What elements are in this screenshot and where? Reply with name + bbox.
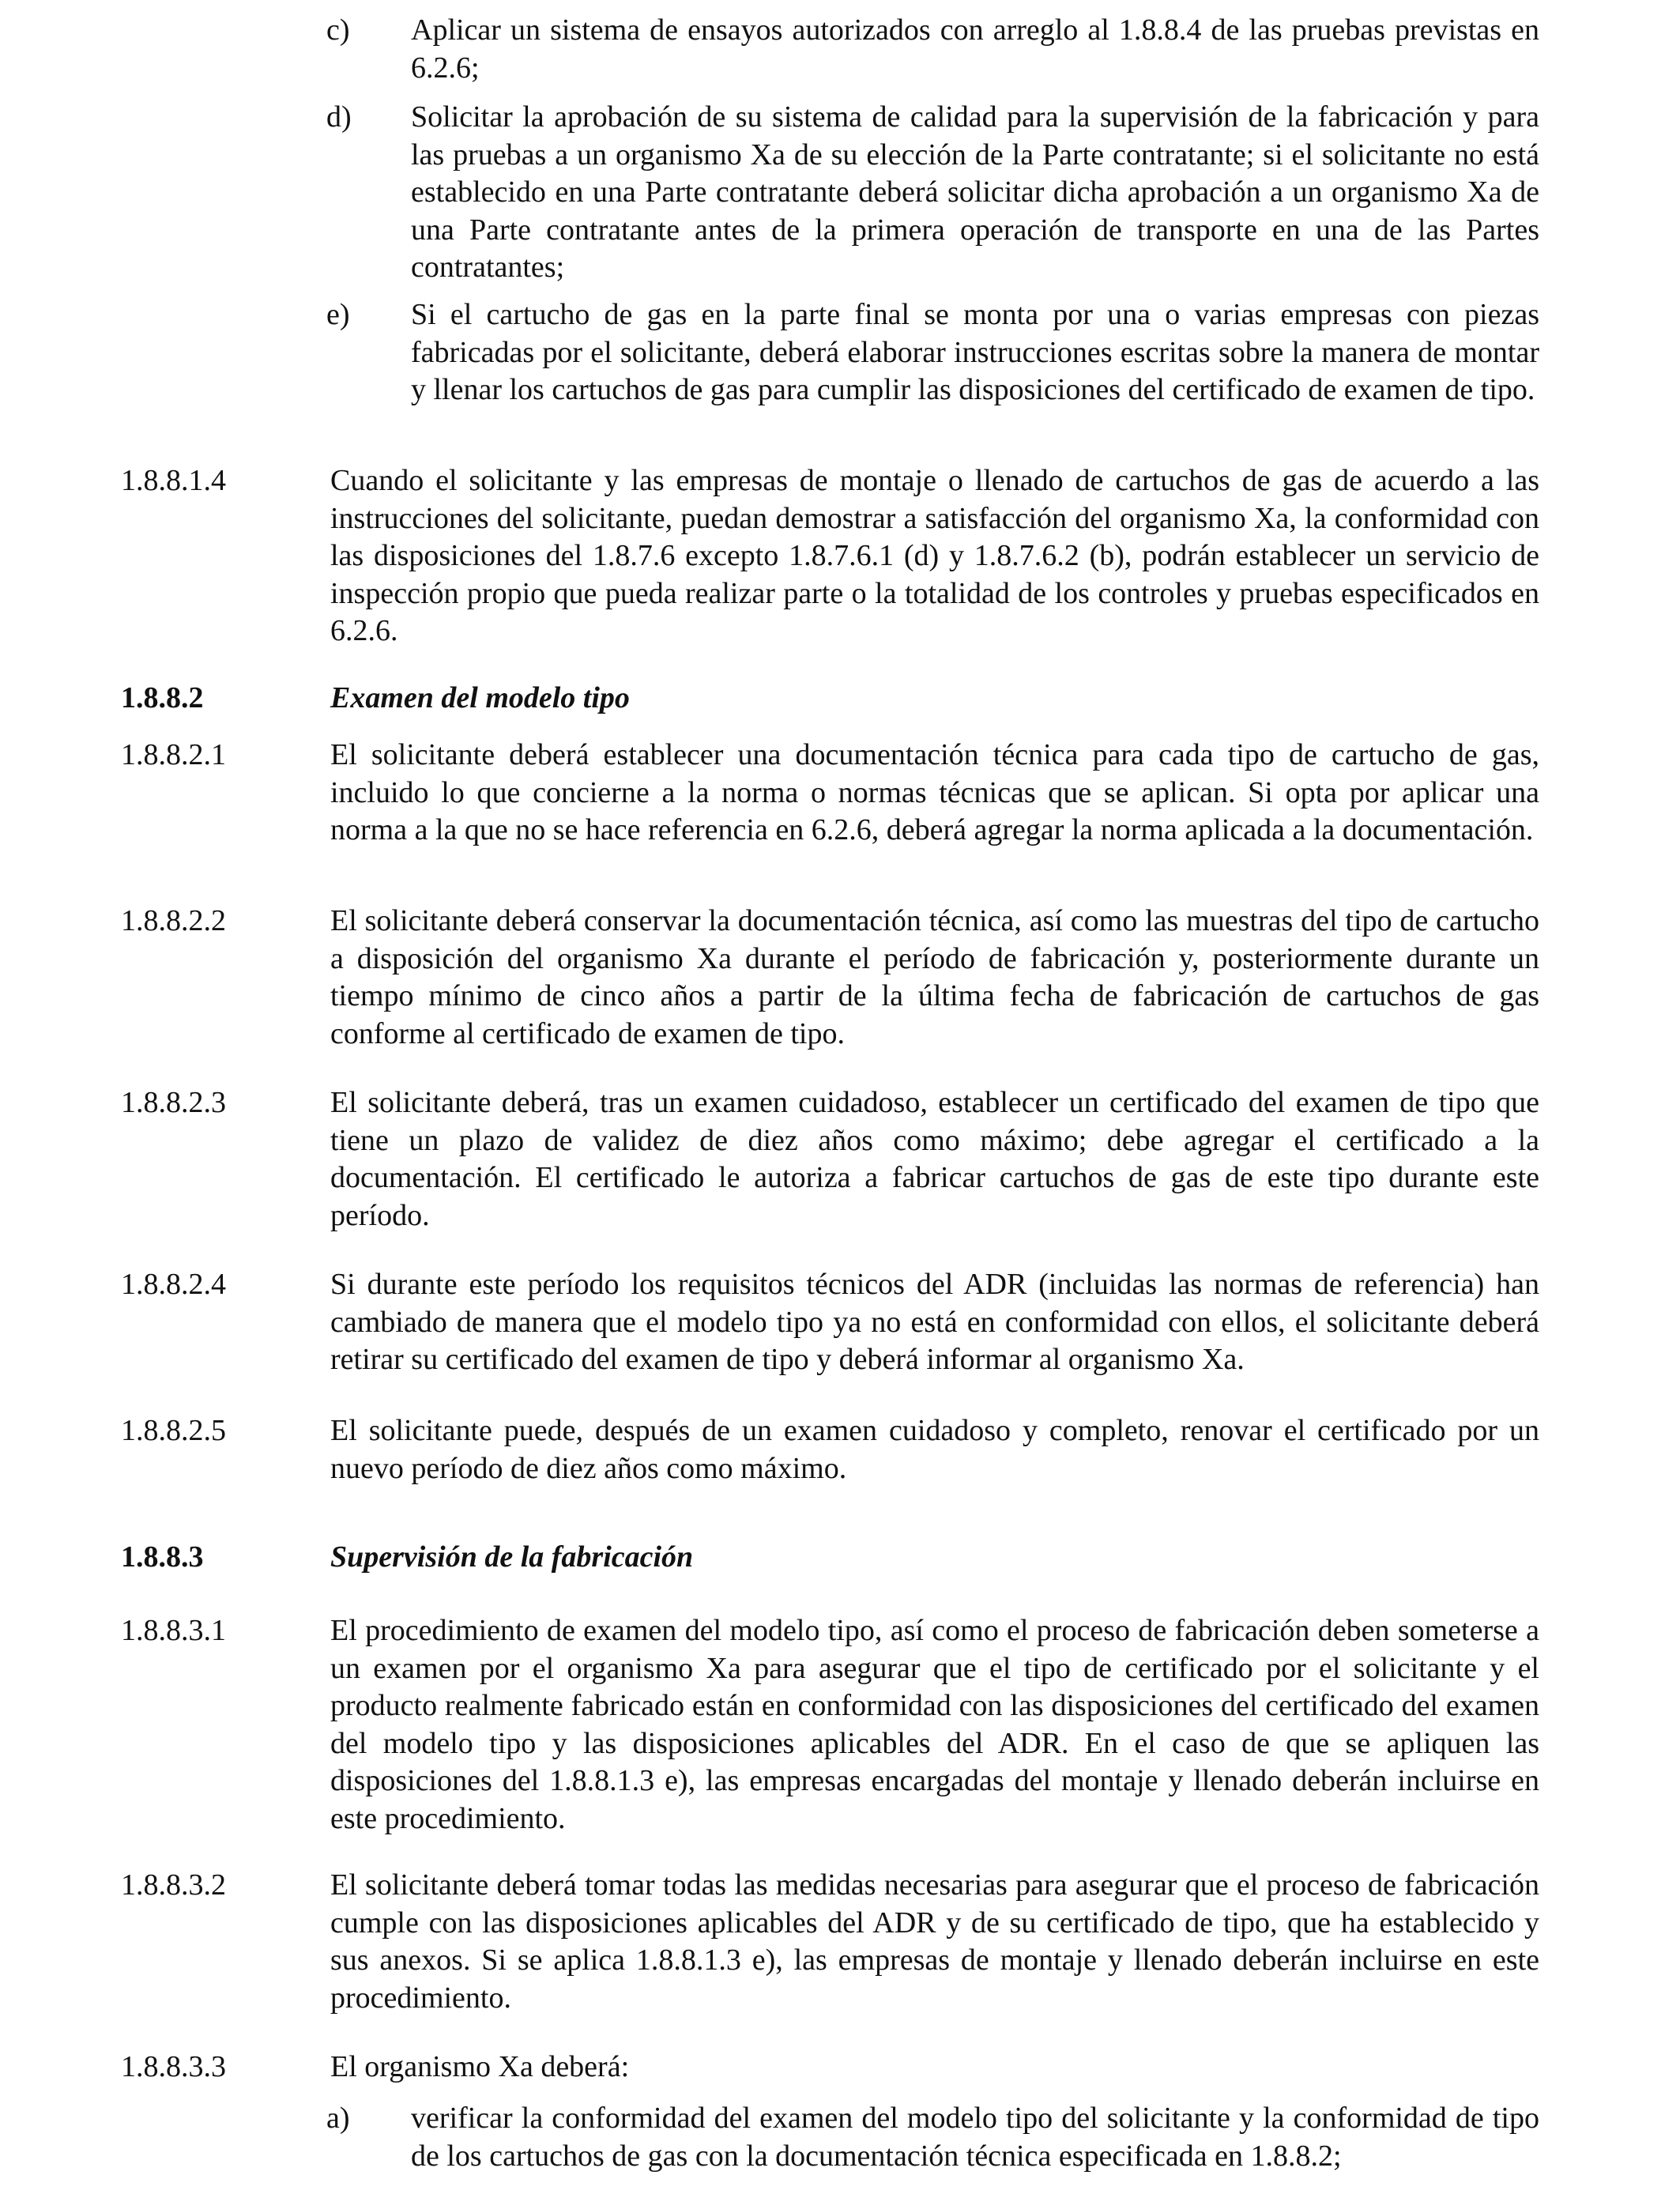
list-text: Aplicar un sistema de ensayos autorizados con arreglo al 1.8.8.4 de las pruebas previstas en 6.2.6; — [411, 13, 1539, 85]
list-item-e — [326, 296, 1539, 409]
paragraph-text: El procedimiento de examen del modelo tipo, así como el proceso de fabricación deben someterse a un examen por el organismo Xa para asegurar que el tipo de certificado por el solicitante y el producto realmente fabricado están en conformidad con las disposiciones del certificado del examen del modelo tipo y las disposiciones aplicables del ADR. En el caso de que se apliquen las disposiciones del 1.8.8.1.3 e), las empresas encargadas del montaje y llenado deberán incluirse en este procedimiento. — [330, 1614, 1539, 1835]
list-letter: c) — [326, 13, 350, 47]
list-text: verificar la conformidad del examen del modelo tipo del solicitante y la conformidad de tipo de los cartuchos de gas con la documentación técnica especificada en 1.8.8.2; — [411, 2102, 1539, 2173]
paragraph-1-8-8-2-5 — [121, 1412, 1539, 1487]
section-number: 1.8.8.3.1 — [121, 1614, 226, 1647]
list-text: Si el cartucho de gas en la parte final se monta por una o varias empresas con piezas fabricadas por el solicitante, deberá elaborar instrucciones escritas sobre la manera de montar y llenar los cartuchos de gas para cumplir las disposiciones del certificado de examen de tipo. — [411, 298, 1539, 406]
section-number: 1.8.8.2.1 — [121, 738, 226, 771]
paragraph-1-8-8-1-4 — [121, 462, 1539, 650]
paragraph-text: El solicitante deberá tomar todas las medidas necesarias para asegurar que el proceso de fabricación cumple con las disposiciones aplicables del ADR y de su certificado de tipo, que ha establecido y sus anexos. Si se aplica 1.8.8.1.3 e), las empresas de montaje y llenado deberán incluirse en este procedimiento. — [330, 1868, 1539, 2015]
paragraph-text: El solicitante puede, después de un examen cuidadoso y completo, renovar el certificado por un nuevo período de diez años como máximo. — [330, 1414, 1539, 1485]
section-number: 1.8.8.3 — [121, 1540, 204, 1574]
paragraph-1-8-8-3-2 — [121, 1867, 1539, 2017]
paragraph-text: Si durante este período los requisitos técnicos del ADR (incluidas las normas de referencia) han cambiado de manera que el modelo tipo ya no está en conformidad con ellos, el solicitante deberá retirar su certificado del examen de tipo y deberá informar al organismo Xa. — [330, 1268, 1539, 1376]
section-heading: Examen del modelo tipo — [330, 681, 630, 714]
paragraph-text: El solicitante deberá establecer una documentación técnica para cada tipo de cartucho de gas, incluido lo que concierne a la norma o normas técnicas que se aplican. Si opta por aplicar una norma a la que no se hace referencia en 6.2.6, deberá agregar la norma aplicada a la documentación. — [330, 738, 1539, 846]
section-number: 1.8.8.2 — [121, 681, 204, 714]
list-text: Solicitar la aprobación de su sistema de calidad para la supervisión de la fabricación y para las pruebas a un organismo Xa de su elección de la Parte contratante; si el solicitante no está establecido en una Parte contratante deberá solicitar dicha aprobación a un organismo Xa de una Parte contratante antes de la primera operación de transporte en una de las Partes contratantes; — [411, 100, 1539, 284]
heading-1-8-8-2 — [121, 680, 1539, 718]
list-letter: a) — [326, 2102, 350, 2135]
paragraph-text: El organismo Xa deberá: — [330, 2050, 630, 2083]
section-heading: Supervisión de la fabricación — [330, 1540, 694, 1574]
paragraph-1-8-8-2-1 — [121, 737, 1539, 850]
section-number: 1.8.8.2.2 — [121, 904, 226, 937]
paragraph-text: El solicitante deberá, tras un examen cuidadoso, establecer un certificado del examen de tipo que tiene un plazo de validez de diez años como máximo; debe agregar el certificado a la documentación. El certificado le autoriza a fabricar cartuchos de gas de este tipo durante este período. — [330, 1086, 1539, 1232]
section-number: 1.8.8.3.3 — [121, 2050, 226, 2083]
list-item-d — [326, 99, 1539, 287]
paragraph-1-8-8-3-3 — [121, 2049, 1539, 2087]
paragraph-1-8-8-2-4 — [121, 1266, 1539, 1379]
section-number: 1.8.8.3.2 — [121, 1868, 226, 1902]
section-number: 1.8.8.1.4 — [121, 464, 226, 497]
list-item-a — [326, 2100, 1539, 2175]
paragraph-1-8-8-2-2 — [121, 903, 1539, 1053]
paragraph-text: El solicitante deberá conservar la documentación técnica, así como las muestras del tipo de cartucho a disposición del organismo Xa durante el período de fabricación y, posteriormente durante un tiempo mínimo de cinco años a partir de la última fecha de fabricación de cartuchos de gas conforme al certificado de examen de tipo. — [330, 904, 1539, 1050]
paragraph-1-8-8-2-3 — [121, 1084, 1539, 1235]
list-letter: d) — [326, 100, 352, 134]
list-item-c — [326, 12, 1539, 87]
section-number: 1.8.8.2.3 — [121, 1086, 226, 1119]
heading-1-8-8-3 — [121, 1539, 1539, 1577]
list-letter: e) — [326, 298, 350, 331]
section-number: 1.8.8.2.4 — [121, 1268, 226, 1301]
paragraph-text: Cuando el solicitante y las empresas de montaje o llenado de cartuchos de gas de acuerdo a las instrucciones del solicitante, puedan demostrar a satisfacción del organismo Xa, la conformidad con las disposiciones del 1.8.7.6 excepto 1.8.7.6.1 (d) y 1.8.7.6.2 (b), podrán establecer un servicio de inspección propio que pueda realizar parte o la totalidad de los controles y pruebas especificados en 6.2.6. — [330, 464, 1539, 647]
paragraph-1-8-8-3-1 — [121, 1612, 1539, 1838]
section-number: 1.8.8.2.5 — [121, 1414, 226, 1447]
